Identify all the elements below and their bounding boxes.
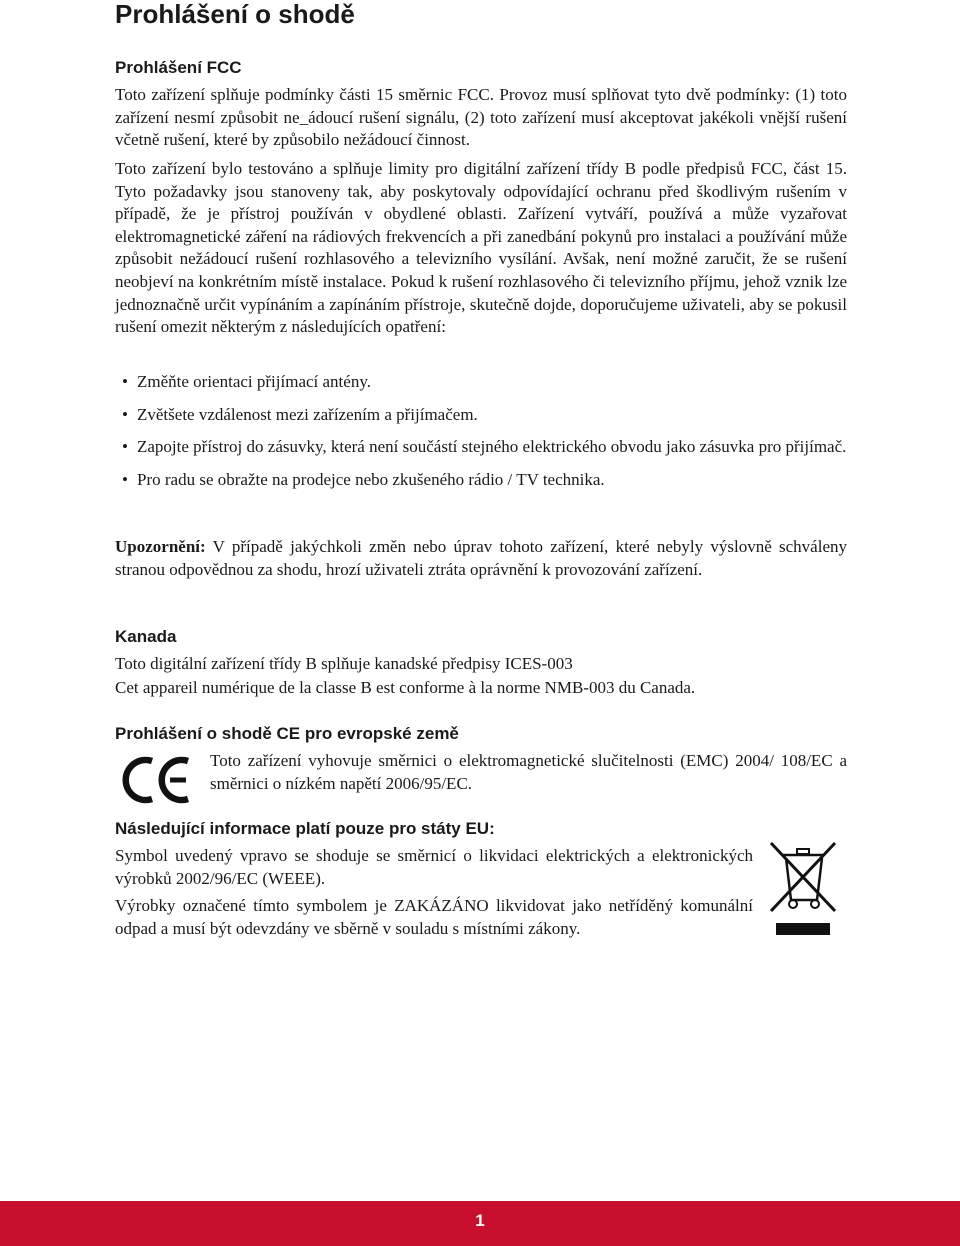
canada-heading: Kanada xyxy=(115,627,177,646)
fcc-measures-list xyxy=(115,371,847,501)
bullet-icon: • xyxy=(122,469,128,489)
canada-line-1: Toto digitální zařízení třídy B splňuje kanadské předpisy ICES-003 xyxy=(115,654,573,673)
fcc-heading: Prohlášení FCC xyxy=(115,58,242,77)
eu-heading: Následující informace platí pouze pro státy EU: xyxy=(115,819,495,838)
eu-paragraph-2: Výrobky označené tímto symbolem je ZAKÁZÁNO likvidovat jako netříděný komunální odpad a musí být odevzdány ve sběrně v souladu s místními zákony. xyxy=(115,896,753,938)
bullet-icon: • xyxy=(122,404,128,424)
list-item xyxy=(115,469,847,492)
bullet-icon: • xyxy=(122,372,128,391)
page-number: 1 xyxy=(475,1211,485,1230)
list-item xyxy=(115,371,847,394)
warning-text: V případě jakýchkoli změn nebo úprav tohoto zařízení, které nebyly výslovně schváleny stranou odpovědnou za shodu, hrozí uživateli ztráta oprávnění k provozování zařízení. xyxy=(115,537,847,579)
canada-line-2: Cet appareil numérique de la classe B est conforme à la norme NMB-003 du Canada. xyxy=(115,678,696,697)
list-item-text: Pro radu se obražte na prodejce nebo zkušeného rádio / TV technika. xyxy=(137,469,605,489)
fcc-warning xyxy=(115,536,847,581)
fcc-paragraph-1: Toto zařízení splňuje podmínky části 15 směrnic FCC. Provoz musí splňovat tyto dvě podmínky: (1) toto zařízení nesmí způsobit ne_ádoucí rušení signálu, (2) toto zařízení musí akceptovat jakékoli vnější rušení včetně rušení, které by způsobilo nežádoucí činnost. xyxy=(115,85,847,150)
list-item xyxy=(115,404,847,427)
page-title: Prohlášení o shodě xyxy=(115,0,355,29)
ce-heading: Prohlášení o shodě CE pro evropské země xyxy=(115,724,459,743)
list-item-text: Změňte orientaci přijímací antény. xyxy=(137,372,371,391)
fcc-paragraph-2: Toto zařízení bylo testováno a splňuje limity pro digitální zařízení třídy B podle předpisů FCC, část 15. Tyto požadavky jsou stanoveny tak, aby poskytovaly odpovídající ochranu před škodlivým rušením v případě, že je přístroj používán v obydlené oblasti. Zařízení vytváří, používá a může vyzařovat elektromagnetické záření na rádiových frekvencích a při zanedbání pokynů pro instalaci a používání může způsobit nežádoucí rušení rozhlasového a televizního vysílání. Avšak, není možné zaručit, že se rušení neobjeví na konkrétním místě instalace. Pokud k rušení rozhlasového či televizního příjmu, jehož vznik lze jednoznačně určit vypínáním a zapínáním přístroje, skutečně dojde, doporučujeme uživateli, aby se pokusil rušení omezit některým z následujících opatření: xyxy=(115,159,847,337)
eu-paragraph-1: Symbol uvedený vpravo se shoduje se směrnicí o likvidaci elektrických a elektronických výrobků 2002/96/EC (WEEE). xyxy=(115,846,753,888)
ce-text: Toto zařízení vyhovuje směrnici o elektromagnetické slučitelnosti (EMC) 2004/ 108/EC a směrnici o nízkém napětí 2006/95/EC. xyxy=(210,751,847,793)
list-item-text: Zapojte přístroj do zásuvky, která není součástí stejného elektrického obvodu jako zásuvka pro přijímač. xyxy=(137,437,847,457)
list-item-text: Zvětšete vzdálenost mezi zařízením a přijímačem. xyxy=(137,404,478,424)
crossed-out-wheelie-bin-icon xyxy=(769,838,837,938)
list-item xyxy=(115,436,847,459)
ce-mark-icon xyxy=(120,754,194,806)
warning-label: Upozornění: xyxy=(115,537,206,556)
bullet-icon: • xyxy=(122,437,128,457)
